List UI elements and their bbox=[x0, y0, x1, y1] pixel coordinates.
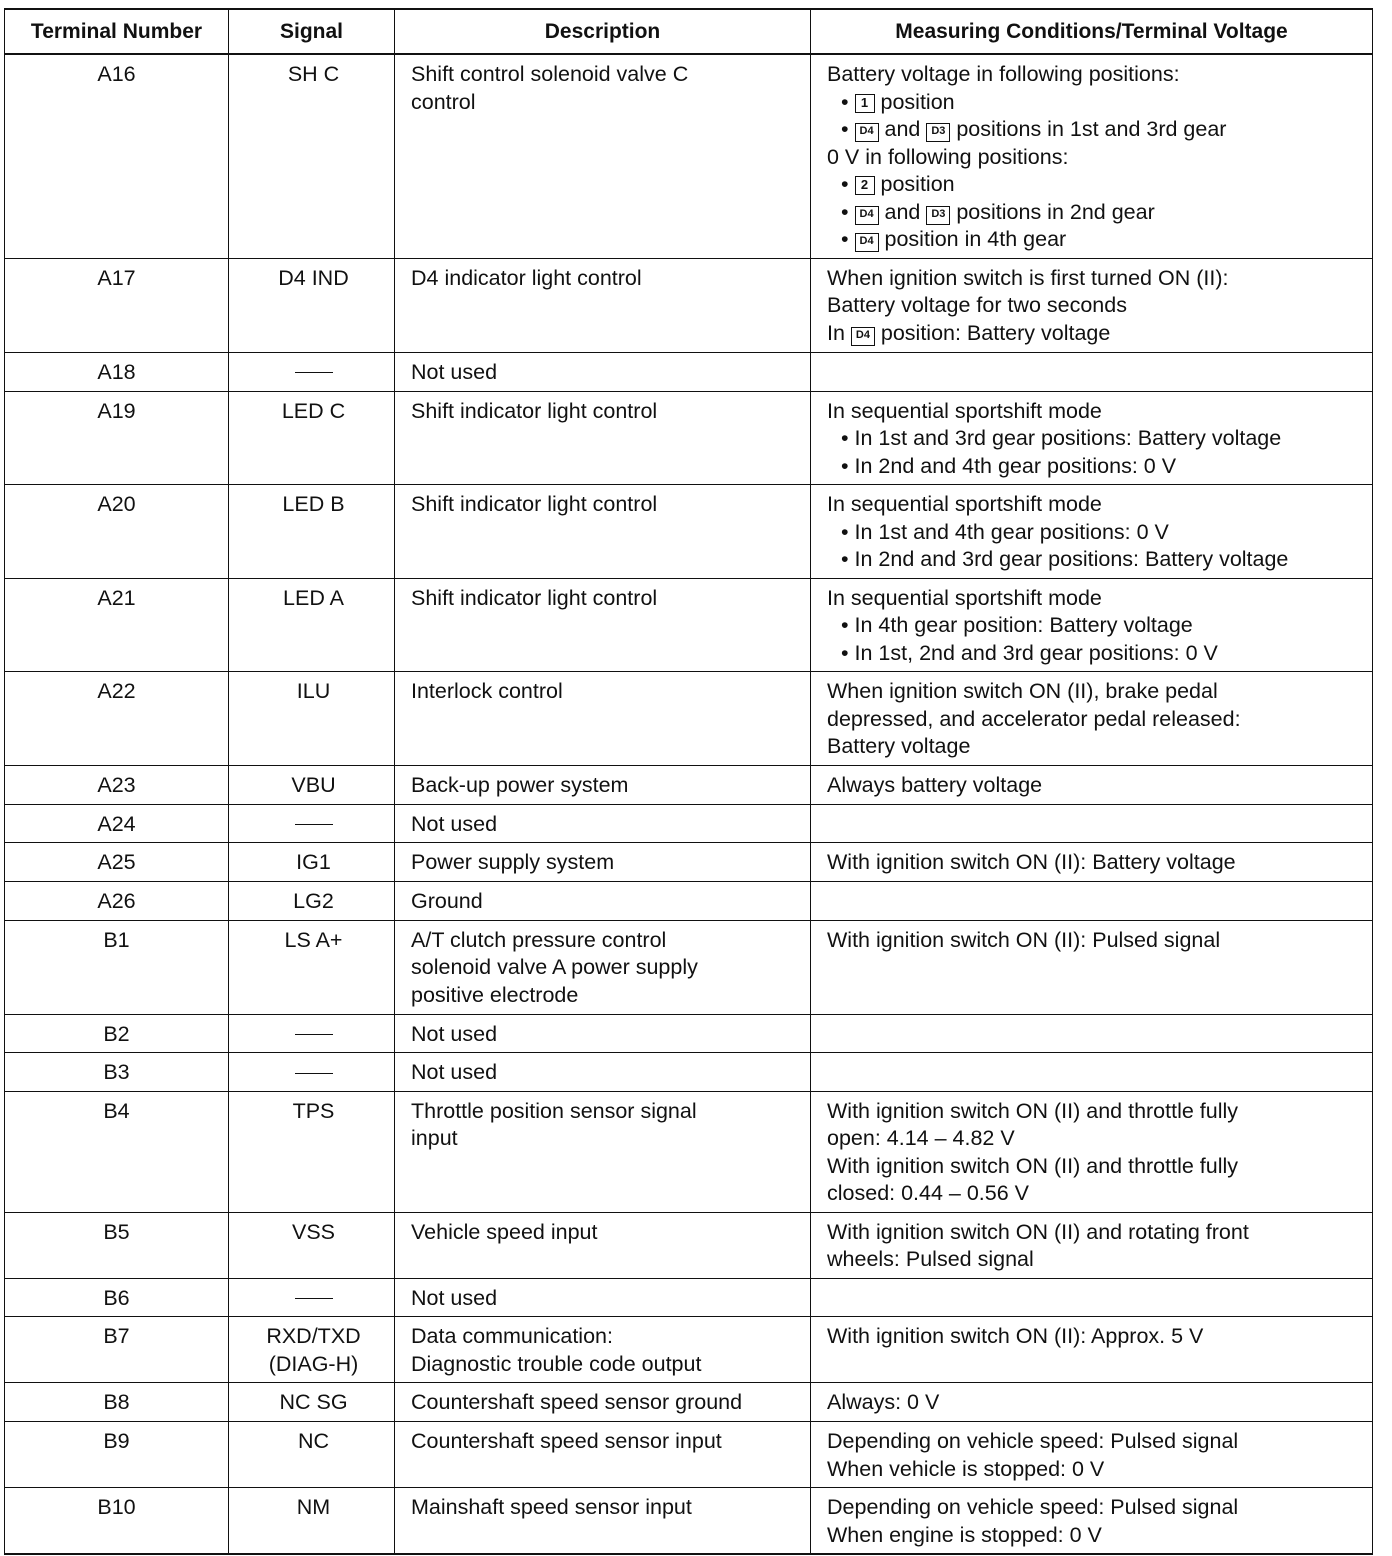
condition-line: When vehicle is stopped: 0 V bbox=[827, 1456, 1105, 1481]
dash-icon bbox=[295, 1034, 333, 1035]
measuring-conditions bbox=[811, 804, 1373, 843]
condition-line: With ignition switch ON (II): Battery voltage bbox=[827, 850, 1236, 874]
description-line: Not used bbox=[411, 359, 498, 384]
dash-icon bbox=[295, 1298, 333, 1299]
description bbox=[395, 1212, 811, 1278]
terminal-number: B2 bbox=[5, 1014, 229, 1053]
dash-icon bbox=[295, 1073, 333, 1074]
condition-line: Depending on vehicle speed: Pulsed signal bbox=[827, 1495, 1239, 1519]
description bbox=[395, 1014, 811, 1053]
dash-icon bbox=[295, 824, 333, 825]
header-terminal-number: Terminal Number bbox=[5, 9, 229, 54]
condition-line: When ignition switch ON (II), brake pedal bbox=[827, 679, 1218, 703]
position-2-icon: 2 bbox=[855, 176, 875, 195]
condition-line: depressed, and accelerator pedal released: bbox=[827, 706, 1241, 731]
terminal-number: B3 bbox=[5, 1053, 229, 1092]
signal bbox=[229, 804, 395, 843]
condition-line: With ignition switch ON (II) and rotating front bbox=[827, 1219, 1249, 1244]
table-row bbox=[5, 920, 1373, 1014]
signal: VBU bbox=[229, 765, 395, 804]
condition-line: Battery voltage for two seconds bbox=[827, 293, 1127, 317]
measuring-conditions bbox=[811, 920, 1373, 1014]
terminal-number: A25 bbox=[5, 843, 229, 882]
signal: LED B bbox=[229, 485, 395, 579]
condition-line: wheels: Pulsed signal bbox=[827, 1247, 1034, 1271]
table-row bbox=[5, 1422, 1373, 1488]
description bbox=[395, 352, 811, 391]
measuring-conditions bbox=[811, 1014, 1373, 1053]
header-signal: Signal bbox=[229, 9, 395, 54]
condition-bullet bbox=[827, 199, 1366, 227]
condition-bullet bbox=[827, 226, 1366, 254]
signal: NM bbox=[229, 1488, 395, 1555]
condition-line: When ignition switch is first turned ON (II): bbox=[827, 265, 1229, 290]
description-line: A/T clutch pressure control bbox=[411, 927, 667, 952]
terminal-number: A23 bbox=[5, 765, 229, 804]
signal bbox=[229, 1317, 395, 1383]
terminal-number: B8 bbox=[5, 1383, 229, 1422]
description-line: Not used bbox=[411, 1021, 498, 1046]
measuring-conditions bbox=[811, 843, 1373, 882]
measuring-conditions bbox=[811, 352, 1373, 391]
terminal-number: A21 bbox=[5, 578, 229, 672]
terminal-table bbox=[4, 8, 1373, 1555]
condition-bullet bbox=[827, 116, 1366, 144]
description-line: input bbox=[411, 1126, 458, 1150]
signal-line: (DIAG-H) bbox=[268, 1351, 359, 1376]
description-line: Shift control solenoid valve C bbox=[411, 62, 689, 86]
terminal-number: A16 bbox=[5, 54, 229, 258]
description bbox=[395, 1422, 811, 1488]
table-row bbox=[5, 672, 1373, 766]
description-line: Countershaft speed sensor input bbox=[411, 1429, 722, 1453]
description bbox=[395, 258, 811, 352]
condition-line: With ignition switch ON (II) and throttle fully bbox=[827, 1153, 1239, 1178]
condition-text: position: Battery voltage bbox=[874, 320, 1111, 345]
position-d3-icon: D3 bbox=[926, 206, 950, 225]
condition-bullet: • In 2nd and 4th gear positions: 0 V bbox=[827, 453, 1366, 481]
condition-line: 0 V in following positions: bbox=[827, 144, 1069, 169]
description-line: Data communication: bbox=[411, 1324, 613, 1348]
table-row bbox=[5, 1014, 1373, 1053]
measuring-conditions bbox=[811, 54, 1373, 258]
condition-text: positions in 1st and 3rd gear bbox=[950, 117, 1227, 141]
table-row bbox=[5, 1091, 1373, 1212]
table-row bbox=[5, 882, 1373, 921]
description-line: Throttle position sensor signal bbox=[411, 1098, 697, 1123]
description-line: Shift indicator light control bbox=[411, 492, 658, 516]
measuring-conditions bbox=[811, 1383, 1373, 1422]
table-row bbox=[5, 578, 1373, 672]
description bbox=[395, 1278, 811, 1317]
description bbox=[395, 882, 811, 921]
description bbox=[395, 54, 811, 258]
condition-bullet: • In 1st, 2nd and 3rd gear positions: 0 V bbox=[827, 640, 1366, 668]
table-row bbox=[5, 1212, 1373, 1278]
position-d4-icon: D4 bbox=[855, 206, 879, 225]
measuring-conditions bbox=[811, 1422, 1373, 1488]
description bbox=[395, 1488, 811, 1555]
table-row bbox=[5, 1383, 1373, 1422]
description-line: Back-up power system bbox=[411, 772, 629, 797]
signal: LED A bbox=[229, 578, 395, 672]
table-row bbox=[5, 1278, 1373, 1317]
terminal-number: A22 bbox=[5, 672, 229, 766]
table-row bbox=[5, 765, 1373, 804]
condition-line: With ignition switch ON (II): Pulsed signal bbox=[827, 927, 1221, 952]
condition-text: In bbox=[827, 320, 851, 345]
description-line: Shift indicator light control bbox=[411, 398, 658, 423]
description bbox=[395, 1053, 811, 1092]
condition-bullet bbox=[827, 171, 1366, 199]
condition-text: positions in 2nd gear bbox=[950, 199, 1155, 224]
signal: LS A+ bbox=[229, 920, 395, 1014]
condition-line: Depending on vehicle speed: Pulsed signal bbox=[827, 1429, 1239, 1453]
measuring-conditions bbox=[811, 1212, 1373, 1278]
terminal-number: B7 bbox=[5, 1317, 229, 1383]
terminal-number: A17 bbox=[5, 258, 229, 352]
measuring-conditions bbox=[811, 1488, 1373, 1555]
signal: LG2 bbox=[229, 882, 395, 921]
description bbox=[395, 485, 811, 579]
condition-text: position in 4th gear bbox=[878, 227, 1067, 251]
signal-line: RXD/TXD bbox=[266, 1324, 361, 1348]
description-line: Interlock control bbox=[411, 679, 563, 703]
measuring-conditions bbox=[811, 765, 1373, 804]
description bbox=[395, 920, 811, 1014]
measuring-conditions bbox=[811, 258, 1373, 352]
table-row bbox=[5, 843, 1373, 882]
condition-line: When engine is stopped: 0 V bbox=[827, 1522, 1102, 1547]
terminal-number: B9 bbox=[5, 1422, 229, 1488]
condition-line: Battery voltage in following positions: bbox=[827, 62, 1180, 86]
signal bbox=[229, 352, 395, 391]
condition-bullet bbox=[827, 89, 1366, 117]
description-line: Not used bbox=[411, 1285, 498, 1310]
description-line: Power supply system bbox=[411, 850, 615, 874]
description-line: positive electrode bbox=[411, 982, 579, 1007]
condition-line: open: 4.14 – 4.82 V bbox=[827, 1126, 1015, 1150]
description-line: Countershaft speed sensor ground bbox=[411, 1390, 743, 1414]
description bbox=[395, 765, 811, 804]
signal: IG1 bbox=[229, 843, 395, 882]
header-row bbox=[5, 9, 1373, 54]
table-row bbox=[5, 258, 1373, 352]
signal: D4 IND bbox=[229, 258, 395, 352]
table-row bbox=[5, 1488, 1373, 1555]
description bbox=[395, 804, 811, 843]
table-row bbox=[5, 352, 1373, 391]
description bbox=[395, 578, 811, 672]
position-d3-icon: D3 bbox=[926, 123, 950, 142]
signal: ILU bbox=[229, 672, 395, 766]
condition-text: position bbox=[874, 89, 955, 114]
description bbox=[395, 1383, 811, 1422]
signal: VSS bbox=[229, 1212, 395, 1278]
table-row bbox=[5, 485, 1373, 579]
condition-line bbox=[827, 320, 1366, 348]
condition-line: Always battery voltage bbox=[827, 772, 1043, 797]
measuring-conditions bbox=[811, 485, 1373, 579]
table-row bbox=[5, 391, 1373, 485]
condition-line: In sequential sportshift mode bbox=[827, 398, 1102, 423]
header-description: Description bbox=[395, 9, 811, 54]
measuring-conditions bbox=[811, 1053, 1373, 1092]
condition-line: Battery voltage bbox=[827, 734, 971, 758]
terminal-number: B5 bbox=[5, 1212, 229, 1278]
description-line: Shift indicator light control bbox=[411, 585, 658, 610]
signal bbox=[229, 1278, 395, 1317]
condition-line: closed: 0.44 – 0.56 V bbox=[827, 1181, 1030, 1205]
description bbox=[395, 391, 811, 485]
terminal-number: A18 bbox=[5, 352, 229, 391]
terminal-number: B1 bbox=[5, 920, 229, 1014]
terminal-number: A20 bbox=[5, 485, 229, 579]
signal: LED C bbox=[229, 391, 395, 485]
condition-bullet: • In 4th gear position: Battery voltage bbox=[827, 612, 1366, 640]
condition-text: and bbox=[878, 117, 927, 141]
description-line: Vehicle speed input bbox=[411, 1219, 598, 1244]
measuring-conditions bbox=[811, 882, 1373, 921]
terminal-number: B4 bbox=[5, 1091, 229, 1212]
terminal-number: B6 bbox=[5, 1278, 229, 1317]
description-line: Diagnostic trouble code output bbox=[411, 1351, 702, 1376]
signal: SH C bbox=[229, 54, 395, 258]
condition-text: and bbox=[878, 199, 927, 224]
condition-bullet: • In 1st and 3rd gear positions: Battery voltage bbox=[827, 425, 1366, 453]
terminal-table-page bbox=[4, 8, 1372, 1555]
terminal-number: A19 bbox=[5, 391, 229, 485]
condition-line: In sequential sportshift mode bbox=[827, 492, 1102, 516]
measuring-conditions bbox=[811, 672, 1373, 766]
signal: TPS bbox=[229, 1091, 395, 1212]
description bbox=[395, 843, 811, 882]
condition-line: Always: 0 V bbox=[827, 1390, 940, 1414]
description-line: solenoid valve A power supply bbox=[411, 955, 698, 979]
signal: NC SG bbox=[229, 1383, 395, 1422]
condition-bullet: • In 1st and 4th gear positions: 0 V bbox=[827, 519, 1366, 547]
condition-line: In sequential sportshift mode bbox=[827, 585, 1102, 610]
table-row bbox=[5, 804, 1373, 843]
measuring-conditions bbox=[811, 578, 1373, 672]
measuring-conditions bbox=[811, 1317, 1373, 1383]
table-row bbox=[5, 1317, 1373, 1383]
description-line: Ground bbox=[411, 889, 483, 913]
table-row bbox=[5, 54, 1373, 258]
signal bbox=[229, 1014, 395, 1053]
condition-text: position bbox=[874, 172, 955, 196]
position-d4-icon: D4 bbox=[855, 123, 879, 142]
condition-line: With ignition switch ON (II): Approx. 5 V bbox=[827, 1324, 1204, 1348]
description bbox=[395, 672, 811, 766]
measuring-conditions bbox=[811, 391, 1373, 485]
description-line: Not used bbox=[411, 1060, 498, 1084]
measuring-conditions bbox=[811, 1278, 1373, 1317]
description bbox=[395, 1091, 811, 1212]
signal: NC bbox=[229, 1422, 395, 1488]
position-d4-icon: D4 bbox=[855, 233, 879, 252]
description-line: Not used bbox=[411, 811, 498, 836]
header-measuring-conditions: Measuring Conditions/Terminal Voltage bbox=[811, 9, 1373, 54]
description bbox=[395, 1317, 811, 1383]
description-line: control bbox=[411, 89, 476, 114]
condition-bullet: • In 2nd and 3rd gear positions: Battery voltage bbox=[827, 546, 1366, 574]
description-line: D4 indicator light control bbox=[411, 265, 642, 290]
position-d4-icon: D4 bbox=[851, 327, 875, 346]
terminal-number: B10 bbox=[5, 1488, 229, 1555]
position-1-icon: 1 bbox=[855, 94, 875, 113]
measuring-conditions bbox=[811, 1091, 1373, 1212]
dash-icon bbox=[295, 372, 333, 373]
terminal-number: A26 bbox=[5, 882, 229, 921]
signal bbox=[229, 1053, 395, 1092]
table-row bbox=[5, 1053, 1373, 1092]
terminal-number: A24 bbox=[5, 804, 229, 843]
condition-line: With ignition switch ON (II) and throttle fully bbox=[827, 1098, 1239, 1123]
description-line: Mainshaft speed sensor input bbox=[411, 1495, 692, 1519]
